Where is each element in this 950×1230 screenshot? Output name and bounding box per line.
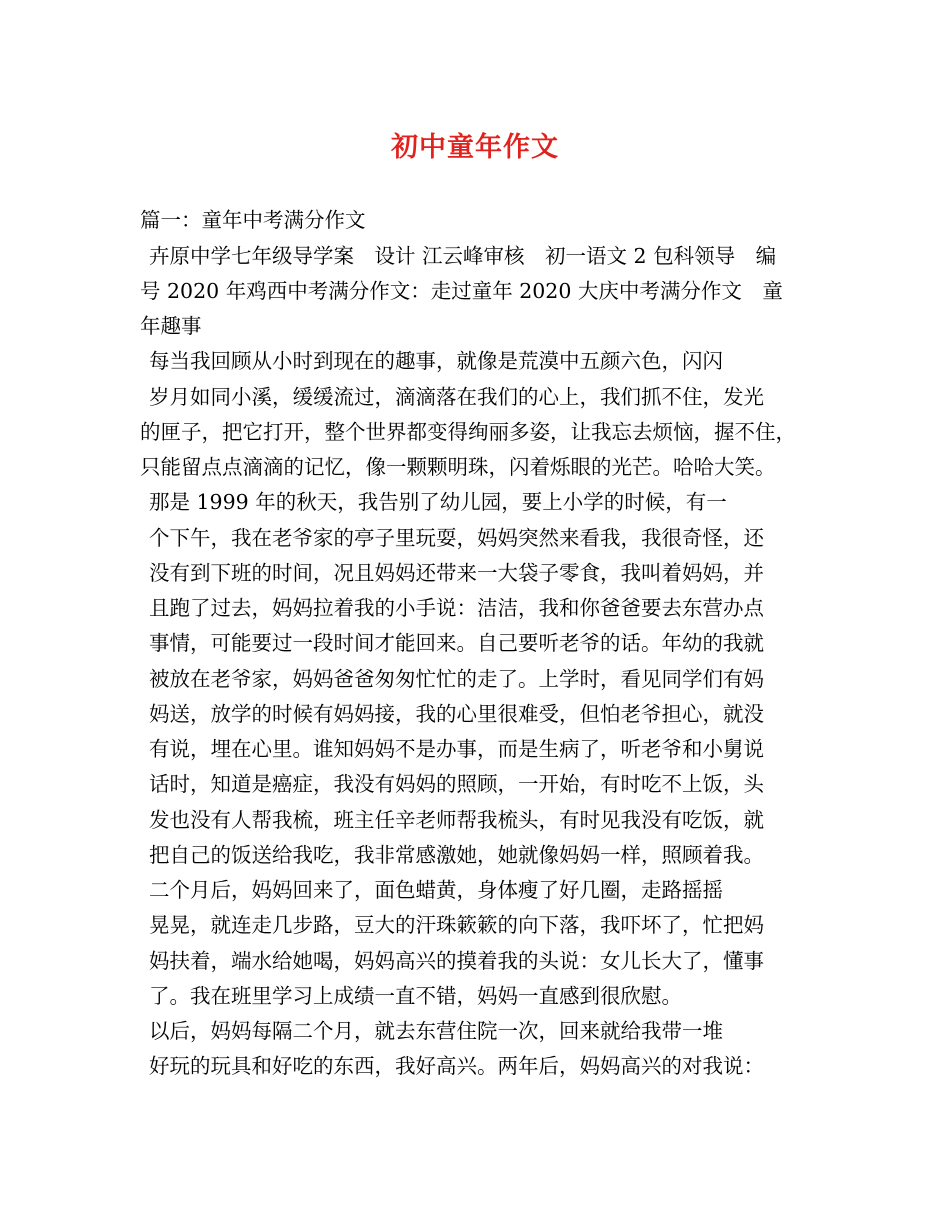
text-line: 把自己的饭送给我吃，我非常感激她，她就像妈妈一样，照顾着我。 — [149, 843, 764, 867]
text-line: 没有到下班的时间，况且妈妈还带来一大袋子零食，我叫着妈妈，并 — [149, 561, 764, 585]
text-line: 有说，埋在心里。谁知妈妈不是办事，而是生病了，听老爷和小舅说 — [149, 737, 764, 761]
text-line: 被放在老爷家，妈妈爸爸匆匆忙忙的走了。上学时，看见同学们有妈 — [149, 667, 764, 691]
text-line: 只能留点点滴滴的记忆，像一颗颗明珠，闪着烁眼的光芒。哈哈大笑。 — [140, 455, 776, 479]
text-line: 以后，妈妈每隔二个月，就去东营住院一次，回来就给我带一堆 — [149, 1019, 723, 1043]
text-line: 了。我在班里学习上成绩一直不错，妈妈一直感到很欣慰。 — [149, 984, 682, 1008]
text-line: 个下午，我在老爷家的亭子里玩耍，妈妈突然来看我，我很奇怪，还 — [149, 526, 764, 550]
text-line: 篇一：童年中考满分作文 — [140, 208, 366, 232]
text-line: 话时，知道是癌症，我没有妈妈的照顾，一开始，有时吃不上饭，头 — [149, 772, 764, 796]
text-line: 的匣子，把它打开，整个世界都变得绚丽多姿，让我忘去烦恼，握不住， — [140, 420, 796, 444]
text-line: 每当我回顾从小时到现在的趣事，就像是荒漠中五颜六色，闪闪 — [149, 349, 723, 373]
text-line: 年趣事 — [140, 314, 202, 338]
document-title: 初中童年作文 — [391, 132, 559, 163]
text-line: 且跑了过去，妈妈拉着我的小手说：洁洁，我和你爸爸要去东营办点 — [149, 596, 764, 620]
text-line: 好玩的玩具和好吃的东西，我好高兴。两年后，妈妈高兴的对我说： — [149, 1054, 764, 1078]
text-line: 发也没有人帮我梳，班主任辛老师帮我梳头，有时见我没有吃饭，就 — [149, 808, 764, 832]
text-line: 卉原中学七年级导学案 设计 江云峰审核 初一语文 2 包科领导 编 — [149, 244, 777, 268]
text-line: 那是 1999 年的秋天，我告别了幼儿园，要上小学的时候，有一 — [149, 490, 727, 514]
text-line: 晃晃，就连走几步路，豆大的汗珠簌簌的向下落，我吓坏了，忙把妈 — [149, 913, 764, 937]
text-line: 二个月后，妈妈回来了，面色蜡黄，身体瘦了好几圈，走路摇摇 — [149, 878, 723, 902]
text-line: 岁月如同小溪，缓缓流过，滴滴落在我们的心上，我们抓不住，发光 — [149, 385, 764, 409]
text-line: 事情，可能要过一段时间才能回来。自己要听老爷的话。年幼的我就 — [149, 631, 764, 655]
text-line: 妈送，放学的时候有妈妈接，我的心里很难受，但怕老爷担心，就没 — [149, 702, 764, 726]
text-line: 号 2020 年鸡西中考满分作文：走过童年 2020 大庆中考满分作文 童 — [140, 279, 783, 303]
text-line: 妈扶着，端水给她喝，妈妈高兴的摸着我的头说：女儿长大了，懂事 — [149, 949, 764, 973]
